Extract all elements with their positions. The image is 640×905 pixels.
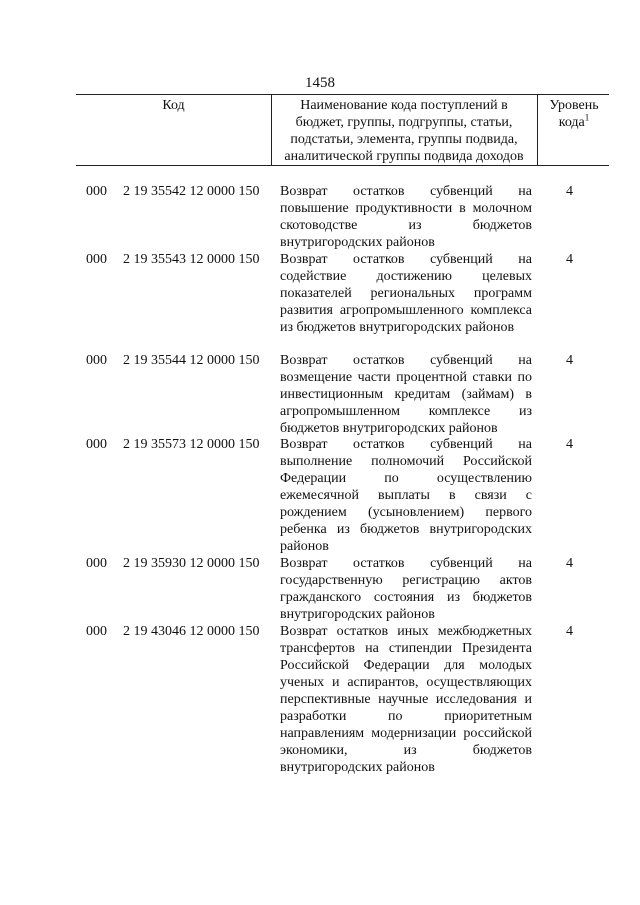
header-name: Наименование кода поступлений в бюджет, группы, подгруппы, статьи, подстатьи, элемента, группы подвида, аналитической группы подвида доходов	[284, 98, 524, 164]
revenue-name: Возврат остатков субвенций на повышение продуктивности в молочном скотоводстве из бюджетов внутригородских районов	[280, 184, 532, 250]
header-level	[541, 97, 607, 131]
revenue-code: 2 19 43046 12 0000 150	[123, 624, 260, 639]
admin-code: 000	[86, 437, 107, 452]
revenue-name: Возврат остатков субвенций на государственную регистрацию актов гражданского состояния из бюджетов внутригородских районов	[280, 556, 532, 622]
revenue-name: Возврат остатков иных межбюджетных трансфертов на стипендии Президента Российской Федерации для молодых ученых и аспирантов, осуществляющих перспективные научные исследования и разработки по приоритетным направлениям модернизации российской экономики, из бюджетов внутригородских районов	[280, 624, 532, 775]
revenue-code: 2 19 35544 12 0000 150	[123, 353, 260, 368]
header-level-footnote: 1	[584, 112, 590, 123]
header-divider	[271, 95, 272, 165]
revenue-name: Возврат остатков субвенций на возмещение части процентной ставки по инвестиционным кредитам (займам) в агропромышленном комплексе из бюджетов внутригородских районов	[280, 353, 532, 436]
admin-code: 000	[86, 184, 107, 199]
admin-code: 000	[86, 556, 107, 571]
code-level: 4	[566, 437, 573, 452]
page-number: 1458	[305, 75, 335, 91]
revenue-name: Возврат остатков субвенций на выполнение полномочий Российской Федерации по осуществлению ежемесячной выплаты в связи с рождением (усыновлением) первого ребенка из бюджетов внутригородских районов	[280, 437, 532, 554]
code-level: 4	[566, 184, 573, 199]
revenue-code: 2 19 35573 12 0000 150	[123, 437, 260, 452]
code-level: 4	[566, 556, 573, 571]
revenue-name: Возврат остатков субвенций на содействие достижению целевых показателей региональных программ развития агропромышленного комплекса из бюджетов внутригородских районов	[280, 252, 532, 335]
code-level: 4	[566, 353, 573, 368]
revenue-code: 2 19 35930 12 0000 150	[123, 556, 260, 571]
header-divider	[537, 95, 538, 165]
code-level: 4	[566, 624, 573, 639]
revenue-code: 2 19 35542 12 0000 150	[123, 184, 260, 199]
header-level-text: Уровень кода	[549, 98, 599, 130]
header-code: Код	[162, 98, 185, 113]
revenue-code: 2 19 35543 12 0000 150	[123, 252, 260, 267]
admin-code: 000	[86, 353, 107, 368]
table-header	[76, 94, 609, 166]
admin-code: 000	[86, 252, 107, 267]
admin-code: 000	[86, 624, 107, 639]
code-level: 4	[566, 252, 573, 267]
